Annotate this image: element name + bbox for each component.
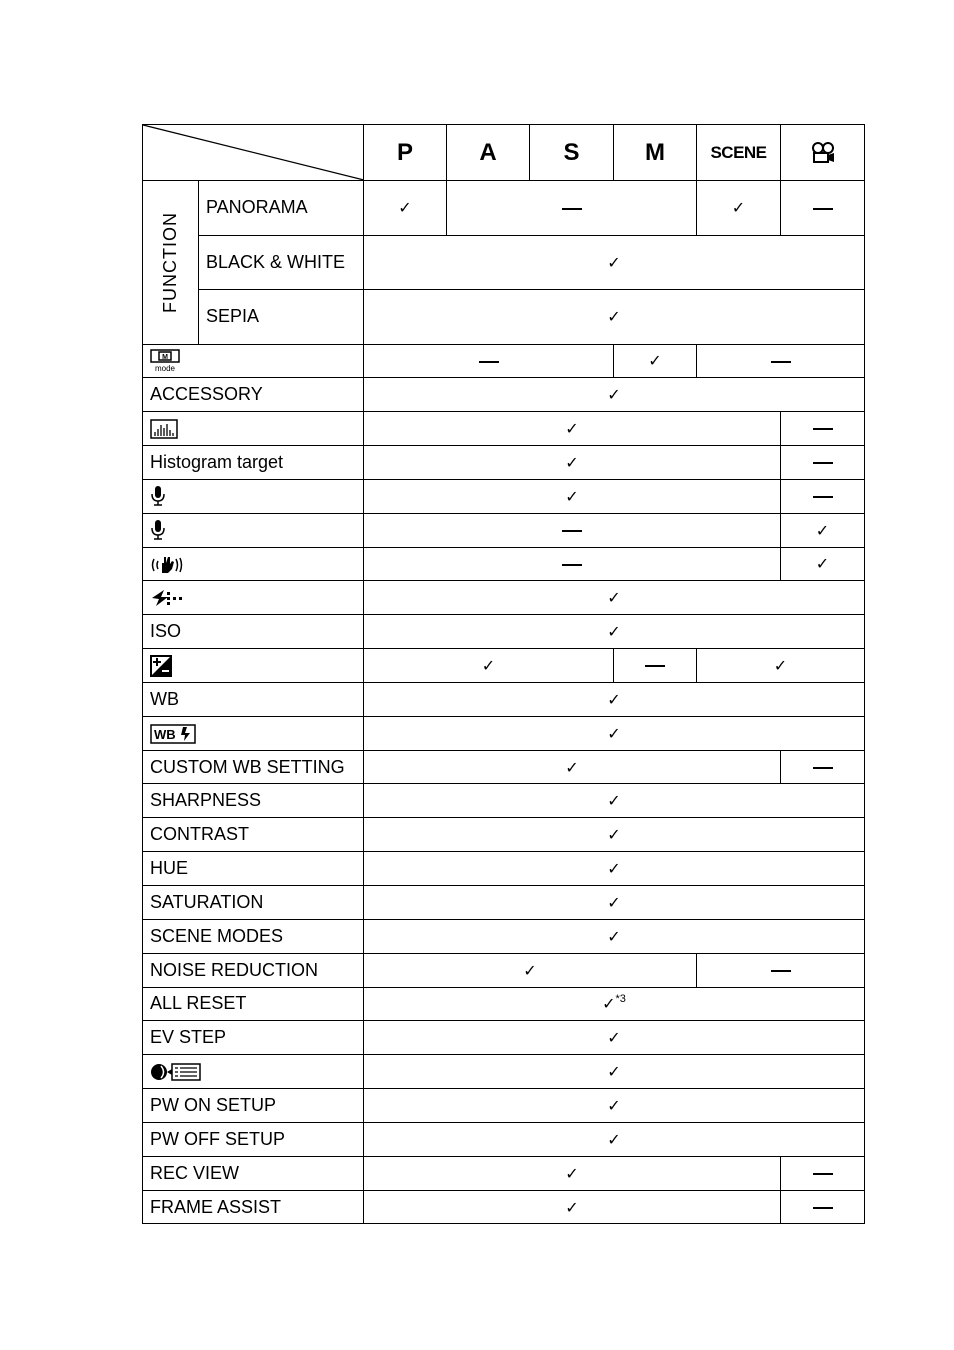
check-mark: ✓ [565, 486, 579, 506]
wb-flash-icon [150, 723, 196, 743]
unavailable-cell [781, 1190, 865, 1224]
available-cell [364, 682, 865, 716]
dash-mark [645, 665, 665, 667]
check-mark: ✓ [607, 307, 621, 327]
table-row [143, 682, 865, 716]
row-label [143, 513, 364, 547]
unavailable-cell [781, 181, 865, 236]
available-cell [364, 716, 865, 750]
check-mark: ✓ [607, 588, 621, 608]
row-label [143, 344, 364, 378]
language-icon [150, 1061, 202, 1081]
table-row [143, 784, 865, 818]
unavailable-cell [781, 479, 865, 513]
check-mark: ✓ [602, 994, 616, 1014]
available-cell [364, 479, 781, 513]
available-cell [364, 953, 697, 987]
check-mark: ✓ [523, 960, 537, 980]
check-mark: ✓ [398, 198, 412, 218]
row-label-text: SCENE MODES [150, 925, 284, 946]
row-label [143, 1190, 364, 1224]
row-label-text: CUSTOM WB SETTING [150, 756, 345, 777]
row-label [143, 1089, 364, 1123]
check-mark: ✓ [607, 926, 621, 946]
row-label [143, 649, 364, 683]
row-label [143, 615, 364, 649]
row-label [143, 1122, 364, 1156]
row-label-text: ALL RESET [150, 993, 247, 1014]
row-label: SEPIA [199, 290, 364, 345]
row-label-text: CONTRAST [150, 824, 249, 845]
available-cell [364, 1122, 865, 1156]
row-label [143, 750, 364, 784]
row-label-text: REC VIEW [150, 1162, 240, 1183]
row-label [143, 852, 364, 886]
available-cell [781, 547, 865, 581]
available-cell [364, 987, 865, 1021]
check-mark: ✓ [815, 520, 830, 540]
dash-mark [813, 1207, 833, 1209]
dash-mark [562, 530, 582, 532]
check-mark: ✓ [565, 1163, 579, 1183]
available-cell [364, 181, 447, 236]
row-label [143, 818, 364, 852]
available-cell [697, 181, 781, 236]
table-row [143, 181, 865, 236]
mode-header-s: S [530, 125, 614, 181]
row-label: BLACK & WHITE [199, 235, 364, 290]
table-row [143, 344, 865, 378]
table-row [143, 479, 865, 513]
check-mark: ✓ [607, 791, 621, 811]
dash-mark [813, 767, 833, 769]
table-row [143, 649, 865, 683]
dash-mark [813, 462, 833, 464]
available-cell [364, 1156, 781, 1190]
dash-mark [813, 1173, 833, 1175]
row-label [143, 1055, 364, 1089]
dash-mark [813, 428, 833, 430]
row-label-text: WB [150, 688, 179, 709]
unavailable-cell [697, 344, 865, 378]
check-mark: ✓ [731, 198, 746, 218]
table-row [143, 1122, 865, 1156]
microphone-icon [150, 519, 166, 539]
dash-mark [479, 361, 499, 363]
table-row [143, 513, 865, 547]
row-label-text: HUE [150, 858, 189, 879]
check-mark: ✓ [815, 554, 830, 574]
table-row [143, 378, 865, 412]
mode-header-a: A [447, 125, 530, 181]
row-label-text: PW OFF SETUP [150, 1128, 285, 1149]
svg-text:mode: mode [154, 363, 176, 373]
corner-cell [143, 125, 364, 181]
available-cell [364, 412, 781, 446]
check-mark: ✓ [607, 1129, 621, 1149]
table-row [143, 987, 865, 1021]
table-row [143, 919, 865, 953]
row-label [143, 581, 364, 615]
available-cell [364, 1021, 865, 1055]
row-label [143, 547, 364, 581]
check-mark: ✓ [607, 723, 621, 743]
table-row [143, 412, 865, 446]
function-group-cell [143, 181, 199, 345]
table-row [143, 1055, 865, 1089]
check-mark: ✓ [481, 656, 496, 676]
row-label [143, 886, 364, 920]
exposure-compensation-icon [150, 654, 172, 674]
unavailable-cell [781, 446, 865, 480]
check-mark: ✓ [648, 351, 662, 371]
check-mark: ✓ [607, 1095, 621, 1115]
table-row [143, 1156, 865, 1190]
check-mark: ✓ [607, 892, 621, 912]
table-row [143, 716, 865, 750]
function-availability-table [142, 124, 865, 1224]
row-label [143, 784, 364, 818]
row-label [143, 716, 364, 750]
function-availability-table-wrapper [142, 124, 864, 1224]
row-label-text: ACCESSORY [150, 384, 263, 405]
check-mark: ✓ [607, 622, 621, 642]
mode-header-scene: SCENE [697, 125, 781, 181]
available-cell [364, 1055, 865, 1089]
available-cell [364, 919, 865, 953]
table-row [143, 886, 865, 920]
check-mark: ✓ [773, 656, 788, 676]
table-row [143, 290, 865, 345]
dash-mark [771, 970, 791, 972]
check-mark: ✓ [607, 385, 621, 405]
row-label [143, 378, 364, 412]
dash-mark [562, 564, 582, 566]
row-label [143, 682, 364, 716]
metering-mode-icon [150, 350, 180, 373]
table-row [143, 1190, 865, 1224]
svg-text:WB: WB [154, 726, 176, 742]
available-cell [364, 290, 865, 345]
unavailable-cell [697, 953, 865, 987]
dash-mark [813, 496, 833, 498]
diagonal-line [143, 125, 364, 180]
svg-text:M: M [162, 353, 168, 361]
header-row [143, 125, 865, 181]
available-cell [364, 581, 865, 615]
check-mark: ✓ [607, 859, 621, 879]
mode-header-p: P [364, 125, 447, 181]
row-label [143, 987, 364, 1021]
function-group-label: FUNCTION [160, 211, 180, 313]
unavailable-cell [781, 412, 865, 446]
dash-mark [562, 208, 582, 210]
available-cell [614, 344, 697, 378]
check-mark: ✓ [565, 452, 579, 472]
footnote-marker: *3 [615, 993, 626, 1006]
table-row [143, 235, 865, 290]
table-row [143, 446, 865, 480]
available-cell [364, 649, 614, 683]
available-cell [364, 1089, 865, 1123]
mode-header-movie [781, 125, 865, 181]
histogram-icon [150, 418, 178, 438]
table-row [143, 1089, 865, 1123]
check-mark: ✓ [565, 1197, 579, 1217]
microphone-icon [150, 485, 166, 505]
unavailable-cell [614, 649, 697, 683]
available-cell [364, 235, 865, 290]
table-row [143, 547, 865, 581]
unavailable-cell [364, 547, 781, 581]
check-mark: ✓ [607, 1062, 621, 1082]
available-cell [364, 378, 865, 412]
available-cell [364, 615, 865, 649]
table-row [143, 615, 865, 649]
available-cell [364, 1190, 781, 1224]
available-cell [364, 818, 865, 852]
row-label: PANORAMA [199, 181, 364, 236]
available-cell [697, 649, 865, 683]
movie-camera-icon [810, 139, 836, 166]
row-label-text: PW ON SETUP [150, 1094, 277, 1115]
mode-header-m: M [614, 125, 697, 181]
available-cell [364, 886, 865, 920]
row-label [143, 1156, 364, 1190]
table-row [143, 818, 865, 852]
row-label-text: SATURATION [150, 891, 264, 912]
available-cell [364, 750, 781, 784]
row-label-text: FRAME ASSIST [150, 1196, 282, 1217]
row-label [143, 412, 364, 446]
check-mark: ✓ [607, 825, 621, 845]
row-label-text: Histogram target [150, 451, 284, 472]
row-label-text: ISO [150, 621, 182, 642]
available-cell [364, 446, 781, 480]
check-mark: ✓ [607, 1028, 621, 1048]
check-mark: ✓ [565, 757, 579, 777]
row-label [143, 1021, 364, 1055]
row-label-text: NOISE REDUCTION [150, 959, 319, 980]
table-row [143, 852, 865, 886]
table-row [143, 953, 865, 987]
available-cell [781, 513, 865, 547]
table-row [143, 750, 865, 784]
row-label [143, 479, 364, 513]
check-mark: ✓ [565, 419, 579, 439]
available-cell [364, 784, 865, 818]
row-label [143, 919, 364, 953]
unavailable-cell [364, 513, 781, 547]
row-label [143, 446, 364, 480]
table-row [143, 1021, 865, 1055]
unavailable-cell [781, 750, 865, 784]
unavailable-cell [364, 344, 614, 378]
table-row [143, 581, 865, 615]
available-cell [364, 852, 865, 886]
flash-intensity-icon [150, 587, 184, 607]
dash-mark [813, 208, 833, 210]
dash-mark [771, 361, 791, 363]
row-label [143, 953, 364, 987]
unavailable-cell [447, 181, 697, 236]
check-mark: ✓ [607, 689, 621, 709]
row-label-text: EV STEP [150, 1027, 227, 1048]
check-mark: ✓ [607, 252, 621, 272]
image-stabilizer-icon [150, 553, 184, 573]
unavailable-cell [781, 1156, 865, 1190]
row-label-text: SHARPNESS [150, 790, 262, 811]
